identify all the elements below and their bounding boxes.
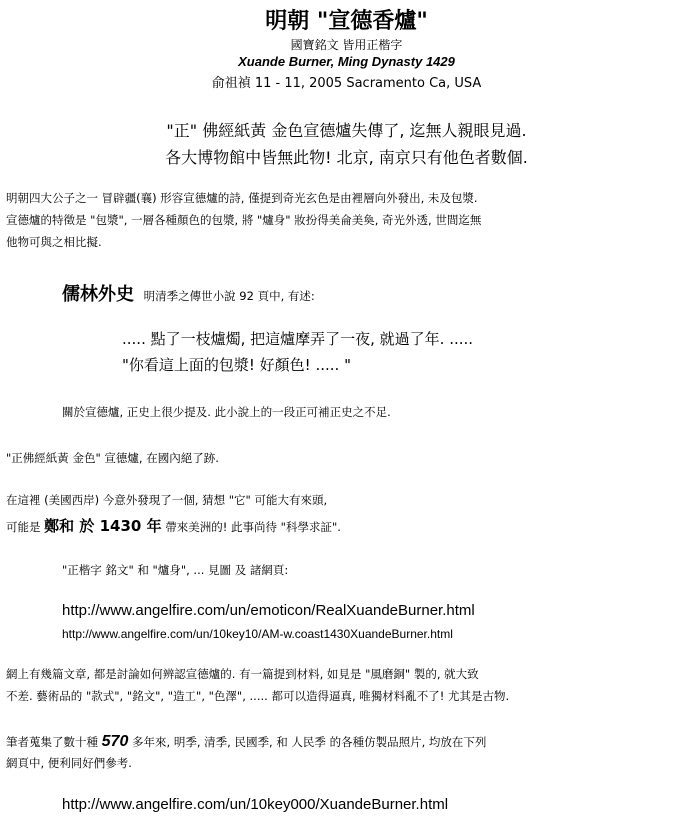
lost-statement: "正佛經紙黃 金色" 宣德爐, 在國內絕了跡. [6,451,219,465]
author-line: 俞祖禎 11 - 11, 2005 Sacramento Ca, USA [211,76,482,91]
collection-line-2: 網頁中, 便利同好們參考. [6,756,132,770]
discovery-post: 帶來美洲的! 此事尚待 "科學求証". [165,520,341,534]
novel-note: 關於宣德爐, 正史上很少提及. 此小說上的一段正可補正史之不足. [62,405,391,419]
discovery-line-1: 在這裡 (美國西岸) 今意外發現了一個, 猜想 "它" 可能大有來頭, [6,493,328,507]
collection-count: 570 [101,733,129,750]
discovery-line-2 [6,515,341,536]
novel-title: 儒林外史 [62,284,134,305]
intro-line-2: 宣德爐的特徵是 "包漿", 一層各種顏色的包漿, 將 "爐身" 妝扮得美侖美奐, 奇光外透, 世間迄無 [6,213,482,227]
novel-description: 明清季之傳世小說 92 頁中, 有述: [143,289,315,303]
novel-quote-2: "你看這上面的包漿! 好顏色! ..... " [122,356,351,374]
headline-line-2: 各大博物館中皆無此物! 北京, 南京只有他色者數個. [165,148,528,167]
discovery-pre: 可能是 [6,520,41,534]
intro-line-3: 他物可與之相比擬. [6,235,102,249]
collection-post: 多年來, 明季, 清季, 民國季, 和 人民季 的各種仿製品照片, 均放在下列 [132,735,487,749]
headline-line-1: "正" 佛經紙黃 金色宣德爐失傳了, 迄無人親眼見過. [166,121,527,140]
page-title: 明朝 "宣德香爐" [265,8,428,34]
subtitle-english: Xuande Burner, Ming Dynasty 1429 [238,54,455,69]
link-real-xuande-burner[interactable]: http://www.angelfire.com/un/emoticon/RealXuandeBurner.html [62,602,475,619]
link-xuande-burner-gallery[interactable]: http://www.angelfire.com/un/10key000/XuandeBurner.html [62,796,449,813]
subtitle-chinese: 國寶銘文 皆用正楷字 [290,38,403,52]
novel-quote-1: ..... 點了一枝爐燭, 把這爐摩弄了一夜, 就過了年. ..... [122,330,474,348]
novel-intro [62,280,315,306]
articles-line-2: 不差. 藝術品的 "款式", "銘文", "造工", "色澤", ..... 都可以造得逼真, 唯獨材料亂不了! 尤其是古物. [6,689,510,703]
intro-line-1: 明朝四大公子之一 冒辟疆(襄) 形容宣德爐的詩, 僅提到奇光玄色是由裡層向外發出, 未及包漿. [6,191,478,205]
zheng-he-name: 鄭和 於 1430 年 [44,517,162,535]
see-note: "正楷字 銘文" 和 "爐身", ... 見圖 及 諸網頁: [62,563,289,577]
link-am-west-coast-1430[interactable]: http://www.angelfire.com/un/10key10/AM-w.coast1430XuandeBurner.html [62,627,453,641]
articles-line-1: 網上有幾篇文章, 都是討論如何辨認宣德爐的. 有一篇提到材料, 如見是 "風磨銅" 製的, 就大致 [6,667,479,681]
collection-pre: 筆者蒐集了數十種 [6,735,98,749]
collection-line-1 [6,733,486,751]
